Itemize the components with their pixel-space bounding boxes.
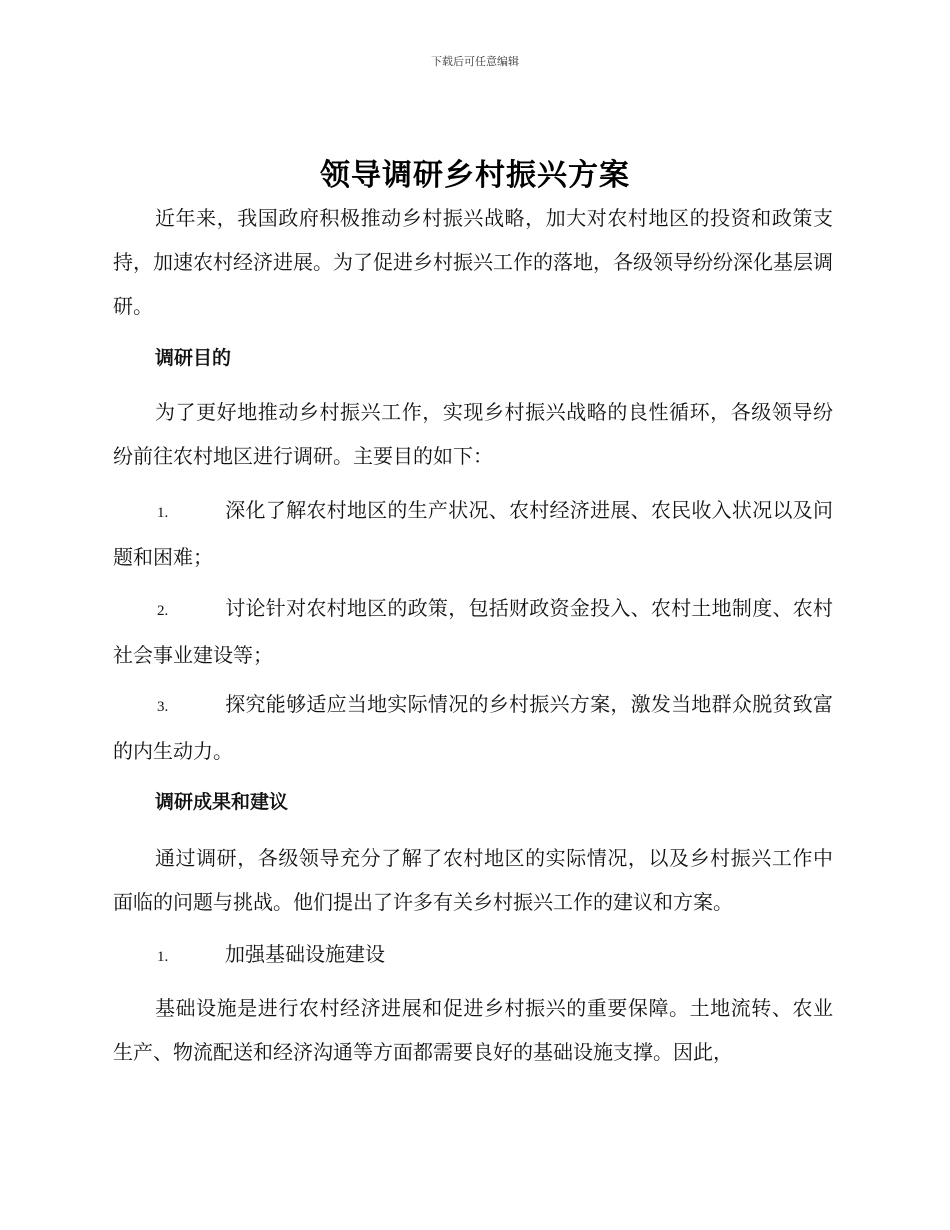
purpose-item-2 (113, 586, 833, 677)
intro-block (113, 196, 833, 328)
list-number: 3. (157, 699, 169, 715)
list-item-text: 加强基础设施建设 (225, 942, 385, 966)
document-title: 领导调研乡村振兴方案 (320, 158, 630, 193)
infrastructure-paragraph-block (113, 986, 833, 1074)
section-purpose (113, 336, 833, 380)
section-heading-purpose: 调研目的 (155, 347, 232, 369)
list-number: 1. (157, 505, 169, 521)
intro-paragraph: 近年来，我国政府积极推动乡村振兴战略，加大对农村地区的投资和政策支持，加速农村经济进展。为了促进乡村振兴工作的落地，各级领导纷纷深化基层调研。 (113, 206, 833, 318)
list-item-text: 深化了解农村地区的生产状况、农村经济进展、农民收入状况以及问题和困难； (113, 498, 833, 569)
list-item (113, 932, 833, 979)
list-item-text: 探究能够适应当地实际情况的乡村振兴方案，激发当地群众脱贫致富的内生动力。 (113, 692, 833, 763)
list-item-text: 讨论针对农村地区的政策，包括财政资金投入、农村土地制度、农村社会事业建设等； (113, 596, 833, 667)
list-item (113, 488, 833, 579)
purpose-paragraph-block (113, 390, 833, 478)
purpose-item-3 (113, 682, 833, 773)
section-results (113, 780, 833, 824)
infrastructure-paragraph: 基础设施是进行农村经济进展和促进乡村振兴的重要保障。土地流转、农业生产、物流配送和经济沟通等方面都需要良好的基础设施支撑。因此， (113, 996, 833, 1064)
header-note: 下载后可任意编辑 (431, 55, 519, 68)
results-paragraph-block (113, 836, 833, 924)
results-item-1 (113, 932, 833, 979)
section-heading-results: 调研成果和建议 (155, 791, 289, 813)
purpose-item-1 (113, 488, 833, 579)
list-item (113, 682, 833, 773)
list-number: 2. (157, 603, 169, 619)
results-paragraph: 通过调研，各级领导充分了解了农村地区的实际情况，以及乡村振兴工作中面临的问题与挑战。他们提出了许多有关乡村振兴工作的建议和方案。 (113, 846, 833, 914)
purpose-paragraph: 为了更好地推动乡村振兴工作，实现乡村振兴战略的良性循环，各级领导纷纷前往农村地区进行调研。主要目的如下： (113, 400, 833, 468)
list-number: 1. (157, 949, 169, 965)
list-item (113, 586, 833, 677)
